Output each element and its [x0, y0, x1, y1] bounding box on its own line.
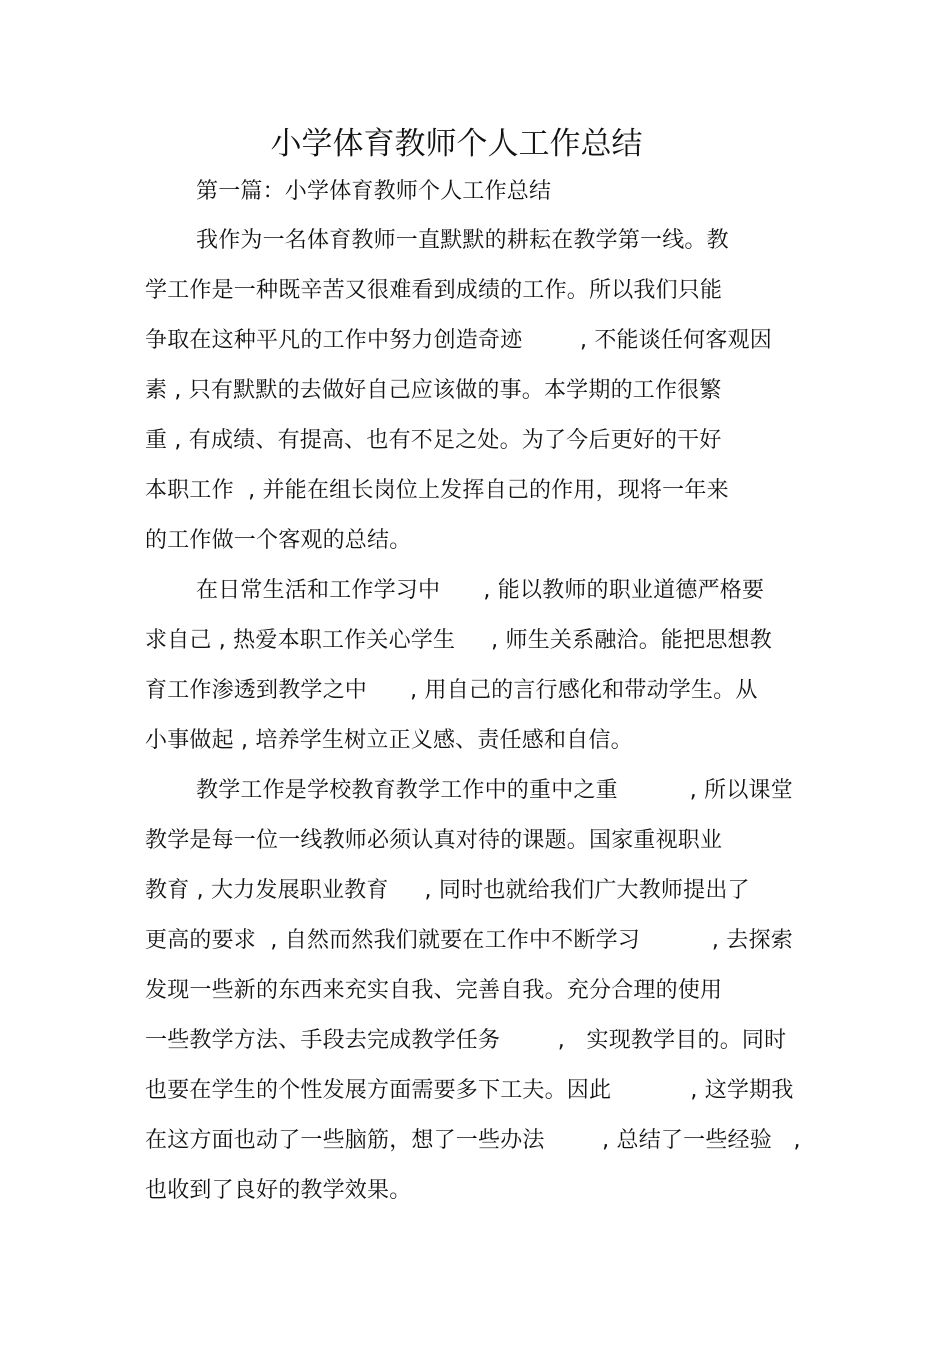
paragraph-line: 教学是每一位一线教师必须认真对待的课题。国家重视职业 [145, 828, 723, 853]
paragraph-line: 学工作是一种既辛苦又很难看到成绩的工作。所以我们只能 [145, 278, 723, 303]
paragraph-line: 也收到了良好的教学效果。 [145, 1178, 412, 1203]
document-title: 小学体育教师个人工作总结 [270, 126, 643, 162]
paragraph-line: 我作为一名体育教师一直默默的耕耘在教学第一线。教 [196, 228, 729, 253]
paragraph-line: 的工作做一个客观的总结。 [145, 528, 412, 553]
paragraph-line: 教学工作是学校教育教学工作中的重中之重 , 所以课堂 [196, 778, 793, 803]
paragraph-line: 争取在这种平凡的工作中努力创造奇迹 , 不能谈任何客观因 [145, 328, 772, 353]
paragraph-line: 更高的要求 , 自然而然我们就要在工作中不断学习 , 去探索 [145, 928, 793, 953]
section-heading: 第一篇：小学体育教师个人工作总结 [196, 179, 552, 204]
paragraph-line: 在日常生活和工作学习中 , 能以教师的职业道德严格要 [196, 578, 765, 603]
paragraph-line: 育工作渗透到教学之中 , 用自己的言行感化和带动学生。从 [145, 678, 758, 703]
paragraph-line: 也要在学生的个性发展方面需要多下工夫。因此 , 这学期我 [145, 1078, 794, 1103]
paragraph-line: 在这方面也动了一些脑筋，想了一些办法 , 总结了一些经验 , [145, 1128, 801, 1153]
paragraph-line: 一些教学方法、手段去完成教学任务 , 实现教学目的。同时 [145, 1028, 787, 1053]
paragraph-line: 重 , 有成绩、有提高、也有不足之处。为了今后更好的干好 [145, 428, 722, 453]
paragraph-line: 本职工作 , 并能在组长岗位上发挥自己的作用，现将一年来 [145, 478, 729, 503]
paragraph-line: 求自己 , 热爱本职工作关心学生 , 师生关系融洽。能把思想教 [145, 628, 772, 653]
paragraph-line: 发现一些新的东西来充实自我、完善自我。充分合理的使用 [145, 978, 723, 1003]
paragraph-line: 素 , 只有默默的去做好自己应该做的事。本学期的工作很繁 [145, 378, 722, 403]
paragraph-line: 教育 , 大力发展职业教育 , 同时也就给我们广大教师提出了 [145, 878, 750, 903]
paragraph-line: 小事做起 , 培养学生树立正义感、责任感和自信。 [145, 728, 633, 753]
